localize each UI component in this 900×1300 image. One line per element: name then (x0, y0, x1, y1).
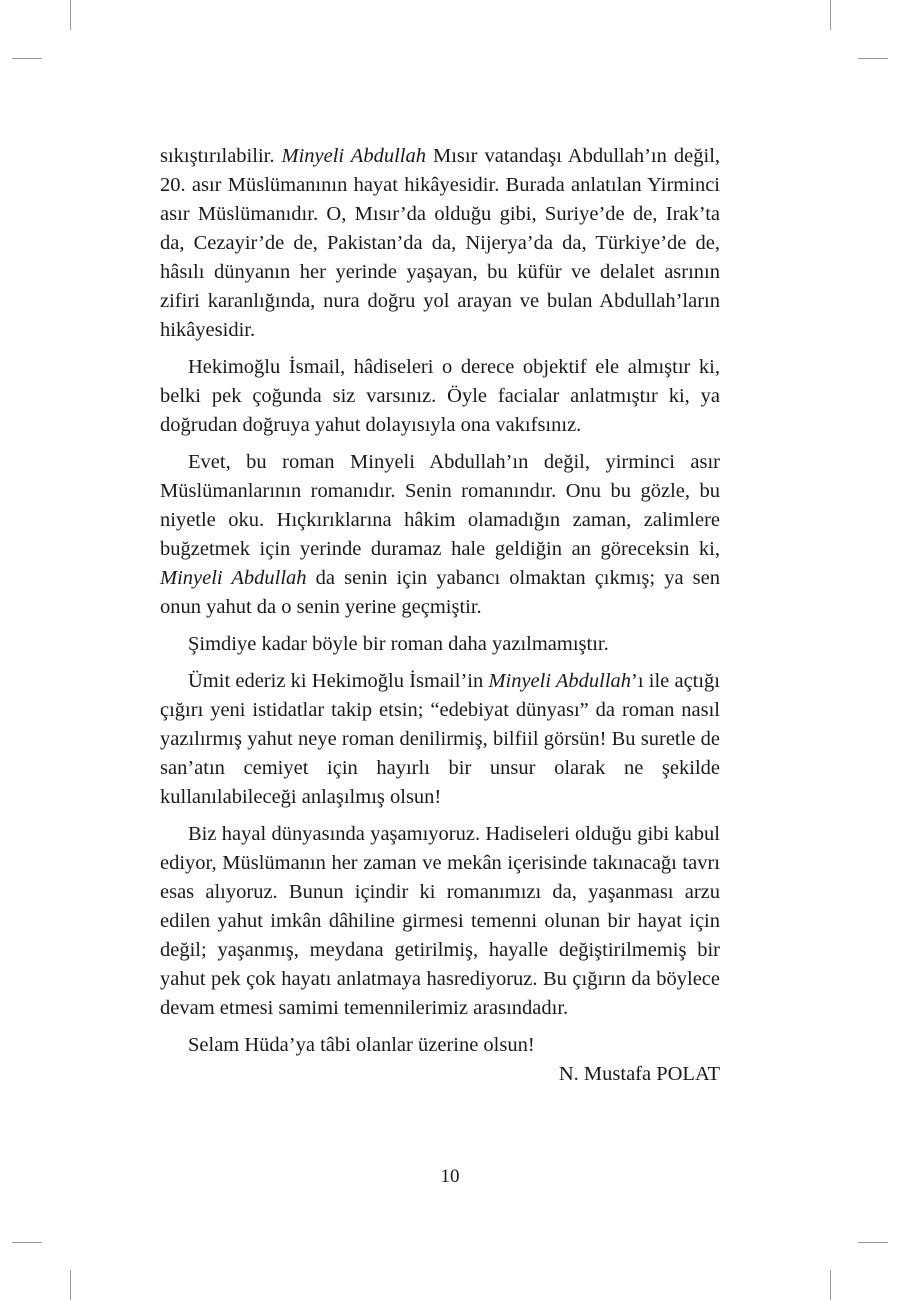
crop-mark-top-left (70, 0, 71, 30)
body-text (160, 142, 720, 1097)
signature: N. Mustafa POLAT (558, 1063, 720, 1085)
crop-mark-bottom-right (830, 1270, 831, 1300)
paragraph-4 (160, 630, 720, 659)
paragraph-1 (160, 142, 720, 345)
paragraph-2 (160, 353, 720, 440)
crop-mark-left-top (12, 58, 42, 59)
paragraph-4-text: Şimdiye kadar böyle bir roman daha yazılmamıştır. (188, 633, 609, 655)
paragraph-6-text: Biz hayal dünyasında yaşamıyoruz. Hadiseleri olduğu gibi kabul ediyor, Müslümanın her zaman ve mekân içerisinde takınacağı tavrı esas alıyoruz. Bunun içindir ki romanımızı da, yaşanması arzu edilen yahut imkân dâhiline girmesi temenni olunan bir hayat için değil; yaşanmış, meydana getirilmiş, hayalle değiştirilmemiş bir yahut pek çok hayatı anlatmaya hasrediyoruz. Bu çığırın da böylece devam etmesi samimi temennilerimiz arasındadır. (160, 823, 720, 1019)
paragraph-5-part-1: Ümit ederiz ki Hekimoğlu İsmail’in (188, 670, 489, 692)
paragraph-3-part-3: da senin için yabancı olmaktan çıkmış; ya sen onun yahut da o senin yerine geçmiştir. (160, 567, 720, 618)
paragraph-1-part-1: sıkıştırılabilir. (160, 145, 282, 167)
paragraph-3 (160, 448, 720, 622)
page-number: 10 (440, 1166, 460, 1187)
paragraph-1-part-3: Mısır vatandaşı Abdullah’ın değil, 20. asır Müslümanının hayat hikâyesidir. Burada anlatılan Yirminci asır Müslümanıdır. O, Mısır’da olduğu gibi, Suriye’de de, Irak’ta da, Cezayir’de de, Pakistan’da da, Nijerya’da da, Türkiye’de de, hâsılı dünyanın her yerinde yaşayan, bu küfür ve delalet asrının zifiri karanlığında, nura doğru yol arayan ve bulan Abdullah’ların hikâyesidir. (160, 145, 721, 341)
crop-mark-right-top (858, 58, 888, 59)
crop-mark-bottom-left (70, 1270, 71, 1300)
paragraph-7 (160, 1031, 720, 1060)
book-title-italic: Minyeli Abdullah (160, 567, 307, 589)
crop-mark-right-bottom (858, 1242, 888, 1243)
crop-mark-top-right (830, 0, 831, 30)
paragraph-3-part-1: Evet, bu roman Minyeli Abdullah’ın değil, yirminci asır Müslümanlarının romanıdır. Senin romanındır. Onu bu gözle, bu niyetle oku. Hıçkırıklarına hâkim olamadığın zaman, zalimlere buğzetmek için yerinde duramaz hale geldiğin an göreceksin ki, (160, 451, 720, 560)
book-title-italic: Minyeli Abdullah (488, 670, 632, 692)
paragraph-5 (160, 667, 720, 812)
paragraph-5-part-3: ’ı ile açtığı çığırı yeni istidatlar takip etsin; “edebiyat dünyası” da roman nasıl yazılırmış yahut neye roman denilirmiş, bilfiil görsün! Bu suretle de san’atın cemiyet için hayırlı bir unsur olarak ne şekilde kullanılabileceği anlaşılmış olsun! (160, 670, 720, 808)
crop-mark-left-bottom (12, 1242, 42, 1243)
paragraph-6 (160, 820, 720, 1023)
paragraph-2-text: Hekimoğlu İsmail, hâdiseleri o derece objektif ele almıştır ki, belki pek çoğunda siz varsınız. Öyle facialar anlatmıştır ki, ya doğrudan doğruya yahut dolayısıyla ona vakıfsınız. (160, 356, 720, 436)
book-title-italic: Minyeli Abdullah (281, 145, 426, 167)
paragraph-7-text: Selam Hüda’ya tâbi olanlar üzerine olsun! (188, 1034, 535, 1056)
